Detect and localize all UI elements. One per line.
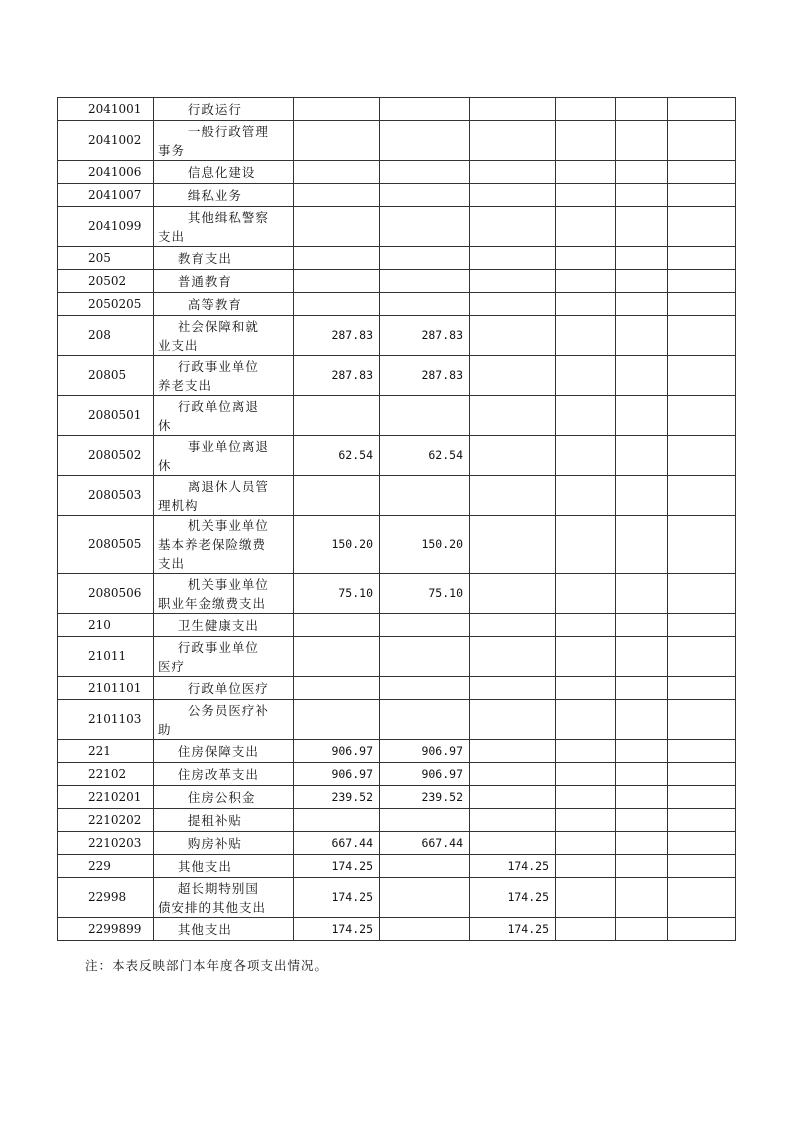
empty-cell	[616, 786, 668, 809]
total-amount	[294, 614, 380, 637]
empty-cell	[556, 614, 616, 637]
empty-cell	[668, 161, 736, 184]
total-amount: 174.25	[294, 855, 380, 878]
account-name: 行政事业单位 医疗	[154, 637, 294, 677]
account-code: 221	[58, 740, 154, 763]
account-code: 2080501	[58, 396, 154, 436]
empty-cell	[668, 396, 736, 436]
project-amount	[470, 207, 556, 247]
empty-cell	[668, 637, 736, 677]
total-amount: 287.83	[294, 356, 380, 396]
account-code: 22102	[58, 763, 154, 786]
table-row	[58, 161, 736, 184]
account-code: 2299899	[58, 918, 154, 941]
empty-cell	[616, 98, 668, 121]
project-amount	[470, 476, 556, 516]
empty-cell	[616, 270, 668, 293]
account-code: 2080503	[58, 476, 154, 516]
empty-cell	[668, 574, 736, 614]
table-row	[58, 316, 736, 356]
table-row	[58, 184, 736, 207]
total-amount	[294, 677, 380, 700]
account-code: 2210203	[58, 832, 154, 855]
project-amount	[470, 316, 556, 356]
account-code: 2050205	[58, 293, 154, 316]
account-name: 其他支出	[154, 855, 294, 878]
empty-cell	[556, 763, 616, 786]
basic-amount: 287.83	[380, 356, 470, 396]
project-amount	[470, 436, 556, 476]
empty-cell	[616, 121, 668, 161]
account-code: 2041002	[58, 121, 154, 161]
empty-cell	[668, 121, 736, 161]
empty-cell	[616, 855, 668, 878]
account-name: 信息化建设	[154, 161, 294, 184]
empty-cell	[616, 740, 668, 763]
total-amount	[294, 396, 380, 436]
empty-cell	[668, 293, 736, 316]
basic-amount	[380, 476, 470, 516]
empty-cell	[556, 98, 616, 121]
empty-cell	[668, 436, 736, 476]
empty-cell	[668, 184, 736, 207]
account-code: 2101101	[58, 677, 154, 700]
total-amount: 174.25	[294, 918, 380, 941]
basic-amount	[380, 121, 470, 161]
empty-cell	[668, 516, 736, 574]
total-amount: 150.20	[294, 516, 380, 574]
account-code: 208	[58, 316, 154, 356]
empty-cell	[556, 855, 616, 878]
empty-cell	[616, 476, 668, 516]
total-amount: 667.44	[294, 832, 380, 855]
project-amount	[470, 832, 556, 855]
account-code: 2080506	[58, 574, 154, 614]
total-amount	[294, 637, 380, 677]
project-amount: 174.25	[470, 855, 556, 878]
project-amount	[470, 574, 556, 614]
empty-cell	[668, 878, 736, 918]
account-name: 提租补贴	[154, 809, 294, 832]
account-name: 行政单位离退 休	[154, 396, 294, 436]
account-name: 普通教育	[154, 270, 294, 293]
empty-cell	[556, 396, 616, 436]
empty-cell	[616, 832, 668, 855]
total-amount: 75.10	[294, 574, 380, 614]
empty-cell	[668, 270, 736, 293]
account-code: 21011	[58, 637, 154, 677]
table-row	[58, 878, 736, 918]
empty-cell	[616, 356, 668, 396]
table-row	[58, 740, 736, 763]
table-row	[58, 121, 736, 161]
empty-cell	[556, 740, 616, 763]
basic-amount: 239.52	[380, 786, 470, 809]
total-amount: 239.52	[294, 786, 380, 809]
account-name: 住房保障支出	[154, 740, 294, 763]
empty-cell	[668, 740, 736, 763]
project-amount	[470, 763, 556, 786]
account-name: 机关事业单位 基本养老保险缴费 支出	[154, 516, 294, 574]
total-amount: 174.25	[294, 878, 380, 918]
basic-amount: 906.97	[380, 740, 470, 763]
expenditure-table	[57, 97, 736, 941]
project-amount	[470, 121, 556, 161]
empty-cell	[556, 677, 616, 700]
empty-cell	[556, 436, 616, 476]
empty-cell	[668, 98, 736, 121]
account-code: 20502	[58, 270, 154, 293]
empty-cell	[556, 161, 616, 184]
empty-cell	[556, 878, 616, 918]
total-amount: 287.83	[294, 316, 380, 356]
account-name: 机关事业单位 职业年金缴费支出	[154, 574, 294, 614]
empty-cell	[616, 637, 668, 677]
empty-cell	[556, 516, 616, 574]
basic-amount	[380, 677, 470, 700]
basic-amount: 667.44	[380, 832, 470, 855]
table-row	[58, 763, 736, 786]
account-code: 229	[58, 855, 154, 878]
account-name: 缉私业务	[154, 184, 294, 207]
total-amount: 906.97	[294, 763, 380, 786]
project-amount	[470, 516, 556, 574]
table-row	[58, 396, 736, 436]
total-amount	[294, 293, 380, 316]
account-code: 210	[58, 614, 154, 637]
project-amount	[470, 293, 556, 316]
table-row	[58, 832, 736, 855]
empty-cell	[616, 878, 668, 918]
basic-amount	[380, 184, 470, 207]
table-row	[58, 637, 736, 677]
empty-cell	[616, 574, 668, 614]
total-amount: 62.54	[294, 436, 380, 476]
empty-cell	[556, 476, 616, 516]
table-row	[58, 918, 736, 941]
empty-cell	[668, 476, 736, 516]
empty-cell	[556, 809, 616, 832]
project-amount: 174.25	[470, 918, 556, 941]
basic-amount: 62.54	[380, 436, 470, 476]
empty-cell	[556, 700, 616, 740]
basic-amount	[380, 855, 470, 878]
empty-cell	[616, 809, 668, 832]
empty-cell	[556, 270, 616, 293]
account-name: 住房公积金	[154, 786, 294, 809]
basic-amount	[380, 396, 470, 436]
project-amount	[470, 356, 556, 396]
project-amount	[470, 786, 556, 809]
project-amount	[470, 740, 556, 763]
table-row	[58, 809, 736, 832]
empty-cell	[616, 207, 668, 247]
project-amount	[470, 98, 556, 121]
basic-amount: 287.83	[380, 316, 470, 356]
empty-cell	[556, 207, 616, 247]
empty-cell	[616, 184, 668, 207]
account-name: 高等教育	[154, 293, 294, 316]
total-amount	[294, 700, 380, 740]
account-code: 2080505	[58, 516, 154, 574]
empty-cell	[556, 293, 616, 316]
basic-amount	[380, 809, 470, 832]
project-amount	[470, 161, 556, 184]
project-amount	[470, 247, 556, 270]
account-code: 2210201	[58, 786, 154, 809]
account-code: 2041007	[58, 184, 154, 207]
table-row	[58, 476, 736, 516]
account-name: 卫生健康支出	[154, 614, 294, 637]
basic-amount	[380, 293, 470, 316]
empty-cell	[668, 832, 736, 855]
basic-amount: 906.97	[380, 763, 470, 786]
empty-cell	[668, 356, 736, 396]
table-row	[58, 786, 736, 809]
account-name: 事业单位离退 休	[154, 436, 294, 476]
account-name: 一般行政管理 事务	[154, 121, 294, 161]
total-amount	[294, 98, 380, 121]
account-name: 社会保障和就 业支出	[154, 316, 294, 356]
basic-amount	[380, 878, 470, 918]
empty-cell	[556, 574, 616, 614]
empty-cell	[556, 637, 616, 677]
table-row	[58, 207, 736, 247]
account-name: 住房改革支出	[154, 763, 294, 786]
total-amount	[294, 247, 380, 270]
account-name: 行政运行	[154, 98, 294, 121]
table-row	[58, 516, 736, 574]
table-row	[58, 98, 736, 121]
account-name: 教育支出	[154, 247, 294, 270]
empty-cell	[616, 677, 668, 700]
account-code: 205	[58, 247, 154, 270]
table-row	[58, 574, 736, 614]
empty-cell	[556, 316, 616, 356]
basic-amount	[380, 98, 470, 121]
account-code: 2041001	[58, 98, 154, 121]
empty-cell	[668, 614, 736, 637]
project-amount	[470, 637, 556, 677]
project-amount	[470, 700, 556, 740]
empty-cell	[668, 855, 736, 878]
empty-cell	[616, 293, 668, 316]
empty-cell	[668, 247, 736, 270]
basic-amount	[380, 247, 470, 270]
project-amount	[470, 270, 556, 293]
table-row	[58, 855, 736, 878]
empty-cell	[616, 614, 668, 637]
basic-amount: 150.20	[380, 516, 470, 574]
total-amount	[294, 207, 380, 247]
empty-cell	[616, 436, 668, 476]
basic-amount	[380, 161, 470, 184]
total-amount	[294, 121, 380, 161]
empty-cell	[556, 918, 616, 941]
total-amount	[294, 270, 380, 293]
empty-cell	[556, 121, 616, 161]
project-amount	[470, 677, 556, 700]
table-row	[58, 247, 736, 270]
total-amount	[294, 476, 380, 516]
account-code: 20805	[58, 356, 154, 396]
empty-cell	[616, 316, 668, 356]
total-amount	[294, 161, 380, 184]
empty-cell	[668, 316, 736, 356]
project-amount	[470, 396, 556, 436]
account-name: 其他支出	[154, 918, 294, 941]
basic-amount: 75.10	[380, 574, 470, 614]
empty-cell	[616, 396, 668, 436]
empty-cell	[616, 763, 668, 786]
table-row	[58, 293, 736, 316]
table-note: 注：本表反映部门本年度各项支出情况。	[85, 958, 329, 973]
table-row	[58, 614, 736, 637]
basic-amount	[380, 700, 470, 740]
table-row	[58, 436, 736, 476]
project-amount	[470, 809, 556, 832]
basic-amount	[380, 614, 470, 637]
table-row	[58, 677, 736, 700]
empty-cell	[616, 700, 668, 740]
total-amount: 906.97	[294, 740, 380, 763]
empty-cell	[668, 809, 736, 832]
account-code: 2080502	[58, 436, 154, 476]
account-name: 超长期特别国 债安排的其他支出	[154, 878, 294, 918]
empty-cell	[556, 184, 616, 207]
empty-cell	[668, 677, 736, 700]
account-code: 2101103	[58, 700, 154, 740]
account-name: 离退休人员管 理机构	[154, 476, 294, 516]
project-amount: 174.25	[470, 878, 556, 918]
account-name: 行政单位医疗	[154, 677, 294, 700]
account-name: 其他缉私警察 支出	[154, 207, 294, 247]
account-code: 2041006	[58, 161, 154, 184]
empty-cell	[616, 247, 668, 270]
basic-amount	[380, 918, 470, 941]
account-name: 公务员医疗补 助	[154, 700, 294, 740]
empty-cell	[616, 918, 668, 941]
basic-amount	[380, 270, 470, 293]
account-name: 行政事业单位 养老支出	[154, 356, 294, 396]
empty-cell	[668, 207, 736, 247]
project-amount	[470, 614, 556, 637]
account-code: 22998	[58, 878, 154, 918]
total-amount	[294, 809, 380, 832]
empty-cell	[556, 832, 616, 855]
empty-cell	[668, 763, 736, 786]
project-amount	[470, 184, 556, 207]
total-amount	[294, 184, 380, 207]
account-code: 2210202	[58, 809, 154, 832]
empty-cell	[556, 356, 616, 396]
table-row	[58, 356, 736, 396]
table-row	[58, 270, 736, 293]
basic-amount	[380, 207, 470, 247]
account-code: 2041099	[58, 207, 154, 247]
basic-amount	[380, 637, 470, 677]
table-row	[58, 700, 736, 740]
empty-cell	[556, 247, 616, 270]
empty-cell	[556, 786, 616, 809]
empty-cell	[668, 700, 736, 740]
empty-cell	[616, 161, 668, 184]
empty-cell	[668, 918, 736, 941]
empty-cell	[668, 786, 736, 809]
account-name: 购房补贴	[154, 832, 294, 855]
empty-cell	[616, 516, 668, 574]
